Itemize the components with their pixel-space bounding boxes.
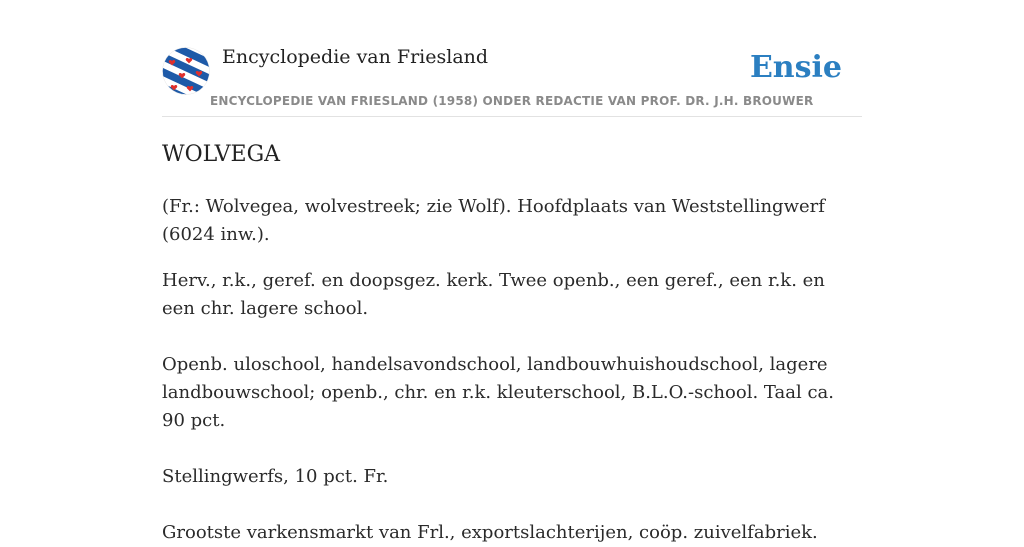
site-title-link[interactable]: Encyclopedie van Friesland — [222, 46, 489, 68]
encyclopedia-subtitle: ENCYCLOPEDIE VAN FRIESLAND (1958) ONDER REDACTIE VAN PROF. DR. J.H. BROUWER — [210, 94, 814, 108]
article-paragraph: Grootste varkensmarkt van Frl., exportslachterijen, coöp. zuivelfabriek. — [162, 522, 818, 543]
article-paragraph: Stellingwerfs, 10 pct. Fr. — [162, 466, 389, 487]
ensie-logo-link[interactable]: Ensie — [749, 50, 842, 85]
article-title: WOLVEGA — [162, 142, 281, 167]
frisian-flag-icon[interactable] — [162, 47, 210, 95]
article-paragraph: Openb. uloschool, handelsavondschool, landbouwhuishoudschool, lagere landbouwschool; openb., chr. en r.k. kleuterschool, B.L.O.-school. Taal ca. 90 pct. — [162, 354, 834, 431]
site-header — [162, 44, 862, 117]
article-content — [162, 140, 862, 547]
article-paragraph: (Fr.: Wolvegea, wolvestreek; zie Wolf). Hoofdplaats van Weststellingwerf (6024 inw.). — [162, 196, 825, 245]
article-paragraph: Herv., r.k., geref. en doopsgez. kerk. Twee openb., een geref., een r.k. en een chr. lagere school. — [162, 270, 825, 319]
